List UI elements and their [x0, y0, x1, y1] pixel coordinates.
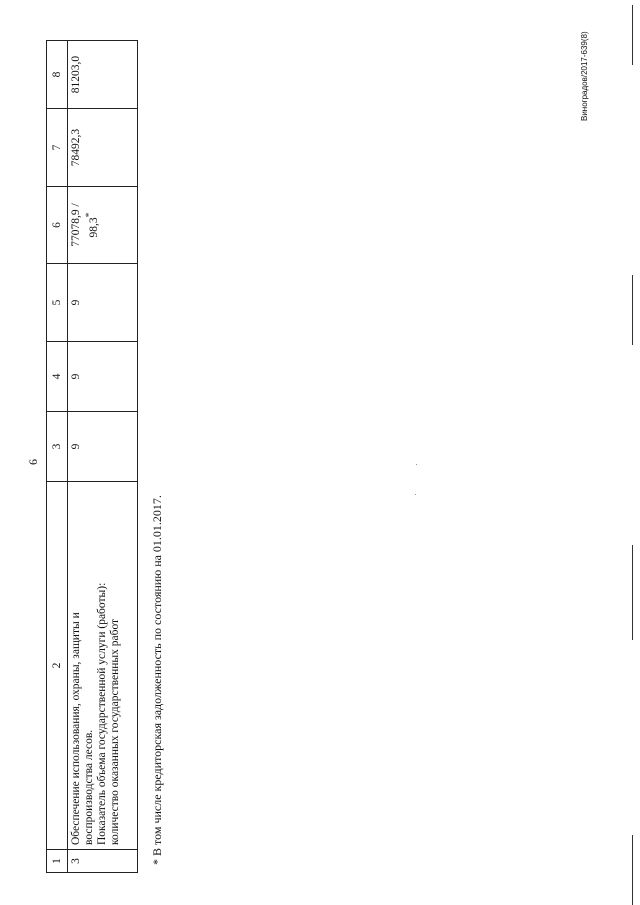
header-cell-5: 5	[47, 264, 68, 342]
scan-edge-mark	[632, 545, 633, 640]
header-cell-3: 3	[47, 412, 68, 482]
cell-col6-value: 98,3	[87, 217, 100, 238]
cell-col6-line1: 77078,9 /	[70, 203, 82, 247]
header-cell-1: 1	[47, 850, 68, 873]
header-cell-6: 6	[47, 187, 68, 264]
cell-col5: 9	[68, 264, 138, 342]
scan-edge-mark	[632, 835, 633, 905]
footnote: * В том числе кредиторская задолженность по состоянию на 01.01.2017.	[150, 495, 164, 865]
description-line: количество оказанных государственных работ	[109, 618, 121, 845]
cell-col8: 81203,0	[68, 41, 138, 109]
row-number: 3	[68, 850, 138, 873]
scan-edge-mark	[632, 5, 633, 65]
table-row	[68, 41, 138, 873]
description-line: Обеспечение использования, охраны, защиты и	[70, 612, 82, 845]
page-number: 6	[26, 459, 40, 465]
description-line: воспроизводства лесов.	[83, 729, 95, 845]
budget-table	[46, 40, 138, 873]
footnote-mark: *	[84, 212, 95, 218]
cell-col3: 9	[68, 412, 138, 482]
header-cell-8: 8	[47, 41, 68, 109]
cell-col6	[68, 187, 138, 264]
header-cell-4: 4	[47, 342, 68, 412]
header-cell-2: 2	[47, 482, 68, 850]
scan-edge-mark	[632, 275, 633, 345]
header-cell-7: 7	[47, 109, 68, 187]
cell-col7: 78492,3	[68, 109, 138, 187]
cell-col6-line2	[83, 191, 101, 259]
description-line: Показатель объема государственной услуги (работы):	[96, 582, 108, 845]
scan-speck	[416, 464, 417, 465]
cell-col4: 9	[68, 342, 138, 412]
row-description	[68, 482, 138, 850]
document-stamp: Виноградов/2017-639(8)	[580, 31, 589, 121]
table-header-row	[47, 41, 68, 873]
scan-speck	[415, 494, 416, 495]
